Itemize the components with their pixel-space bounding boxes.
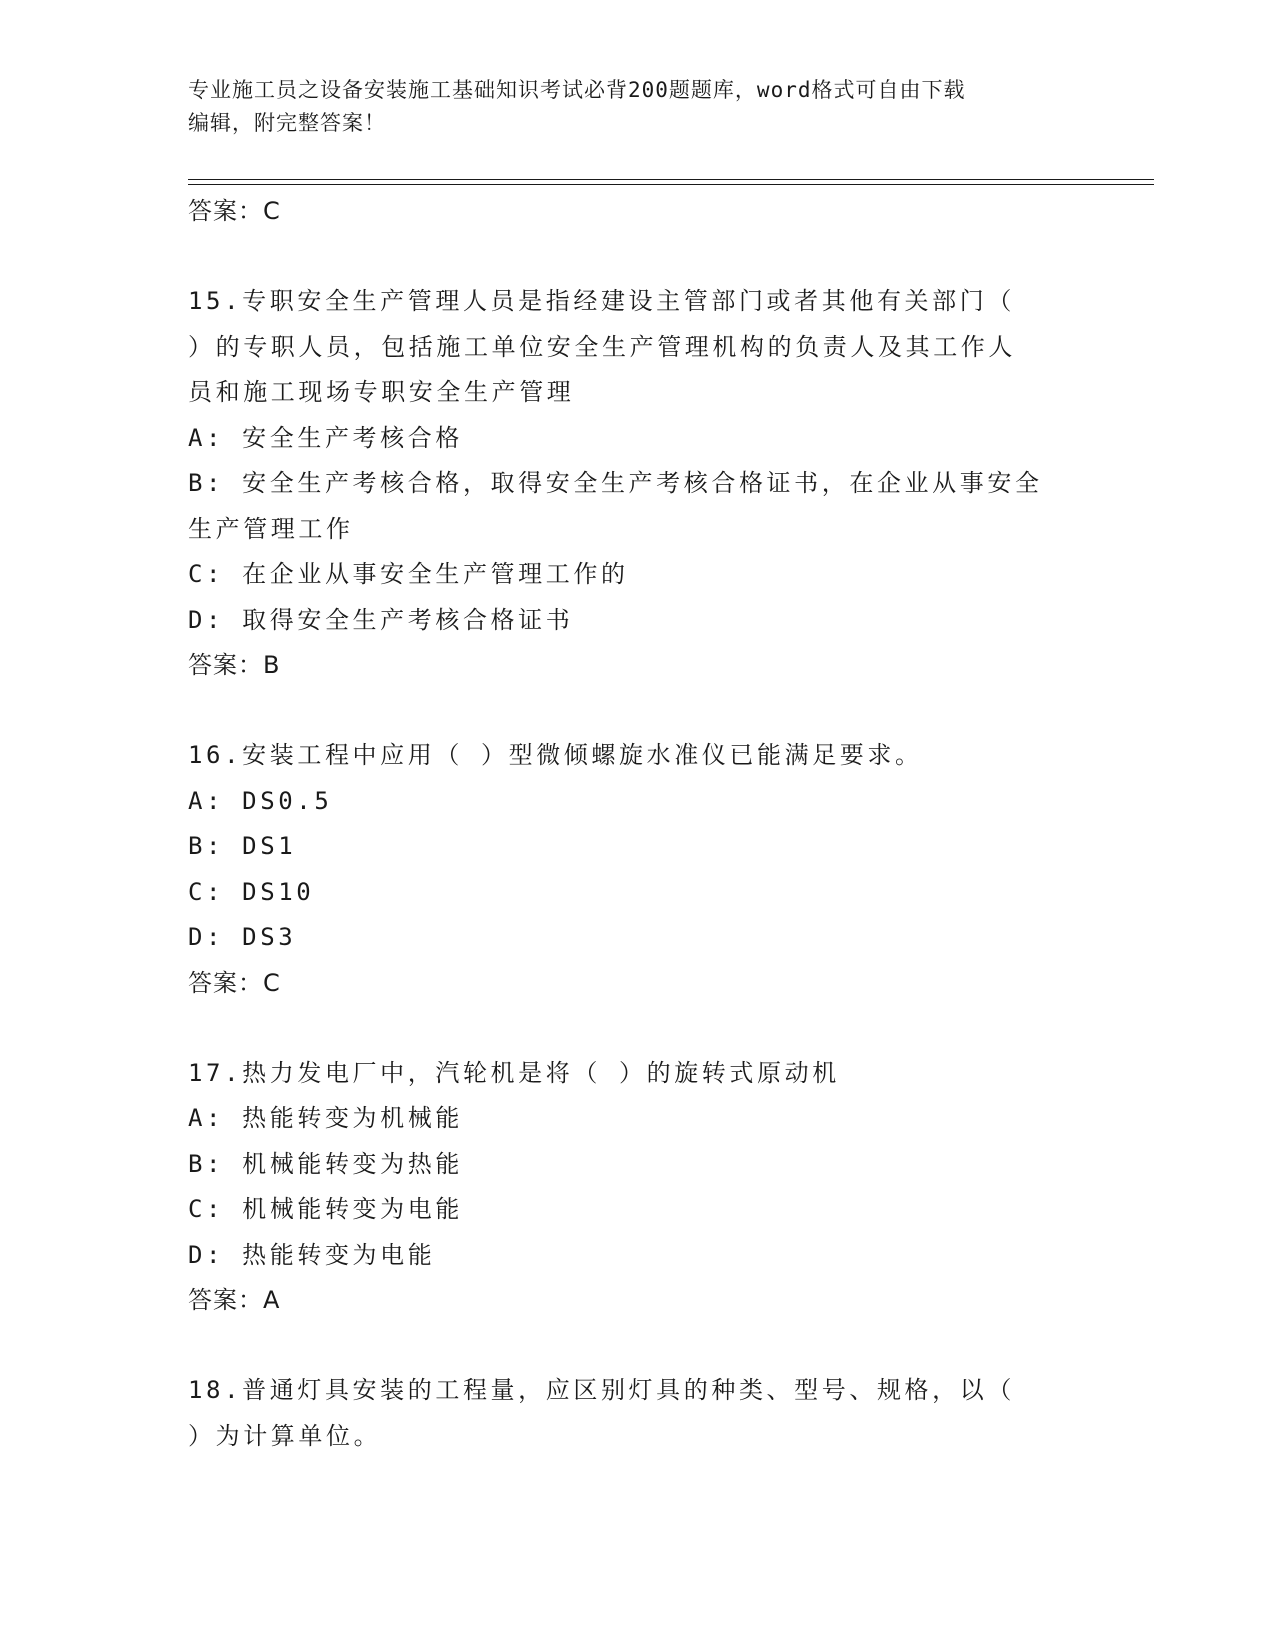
option-a: A: 热能转变为机械能 — [188, 1104, 463, 1132]
question-18 — [188, 1368, 1108, 1459]
spacer — [188, 1323, 1108, 1368]
option-c: C: 在企业从事安全生产管理工作的 — [188, 560, 629, 588]
question-text: 18.普通灯具安装的工程量，应区别灯具的种类、型号、规格，以（ — [188, 1376, 1015, 1404]
answer-line: 答案：A — [188, 1286, 281, 1314]
header-line-2: 编辑，附完整答案！ — [188, 111, 386, 135]
question-text: 16.安装工程中应用（ ）型微倾螺旋水准仪已能满足要求。 — [188, 741, 923, 769]
option-a: A: 安全生产考核合格 — [188, 423, 463, 452]
question-text: 员和施工现场专职安全生产管理 — [188, 378, 575, 406]
option-d: D: DS3 — [188, 923, 297, 951]
question-17 — [188, 1051, 1108, 1324]
question-text: ）的专职人员，包括施工单位安全生产管理机构的负责人及其工作人 — [188, 332, 1016, 361]
header-divider-top — [188, 179, 1154, 180]
option-c: C: DS10 — [188, 877, 315, 906]
spacer — [188, 1006, 1108, 1051]
question-16 — [188, 733, 1108, 1006]
option-b: B: 机械能转变为热能 — [188, 1149, 463, 1178]
option-b: B: 安全生产考核合格，取得安全生产考核合格证书，在企业从事安全 — [188, 469, 1043, 497]
answer-line: 答案：B — [188, 651, 281, 679]
question-15 — [188, 279, 1108, 688]
header-line-1: 专业施工员之设备安装施工基础知识考试必背200题题库，word格式可自由下载 — [188, 78, 966, 102]
option-a: A: DS0.5 — [188, 786, 333, 815]
spacer — [188, 688, 1108, 733]
option-d: D: 取得安全生产考核合格证书 — [188, 605, 574, 634]
question-text: ）为计算单位。 — [188, 1421, 382, 1450]
question-text: 17.热力发电厂中，汽轮机是将（ ）的旋转式原动机 — [188, 1058, 840, 1087]
spacer — [188, 234, 1108, 279]
option-d: D: 热能转变为电能 — [188, 1240, 436, 1269]
answer-line: 答案：C — [188, 197, 281, 225]
option-b-continued: 生产管理工作 — [188, 514, 354, 543]
header-divider-bottom — [188, 184, 1154, 185]
answer-line: 答案：C — [188, 968, 281, 997]
document-header — [188, 74, 1088, 140]
question-text: 15.专职安全生产管理人员是指经建设主管部门或者其他有关部门（ — [188, 287, 1015, 315]
question-list — [188, 189, 1108, 1459]
option-b: B: DS1 — [188, 832, 297, 860]
option-c: C: 机械能转变为电能 — [188, 1195, 463, 1223]
